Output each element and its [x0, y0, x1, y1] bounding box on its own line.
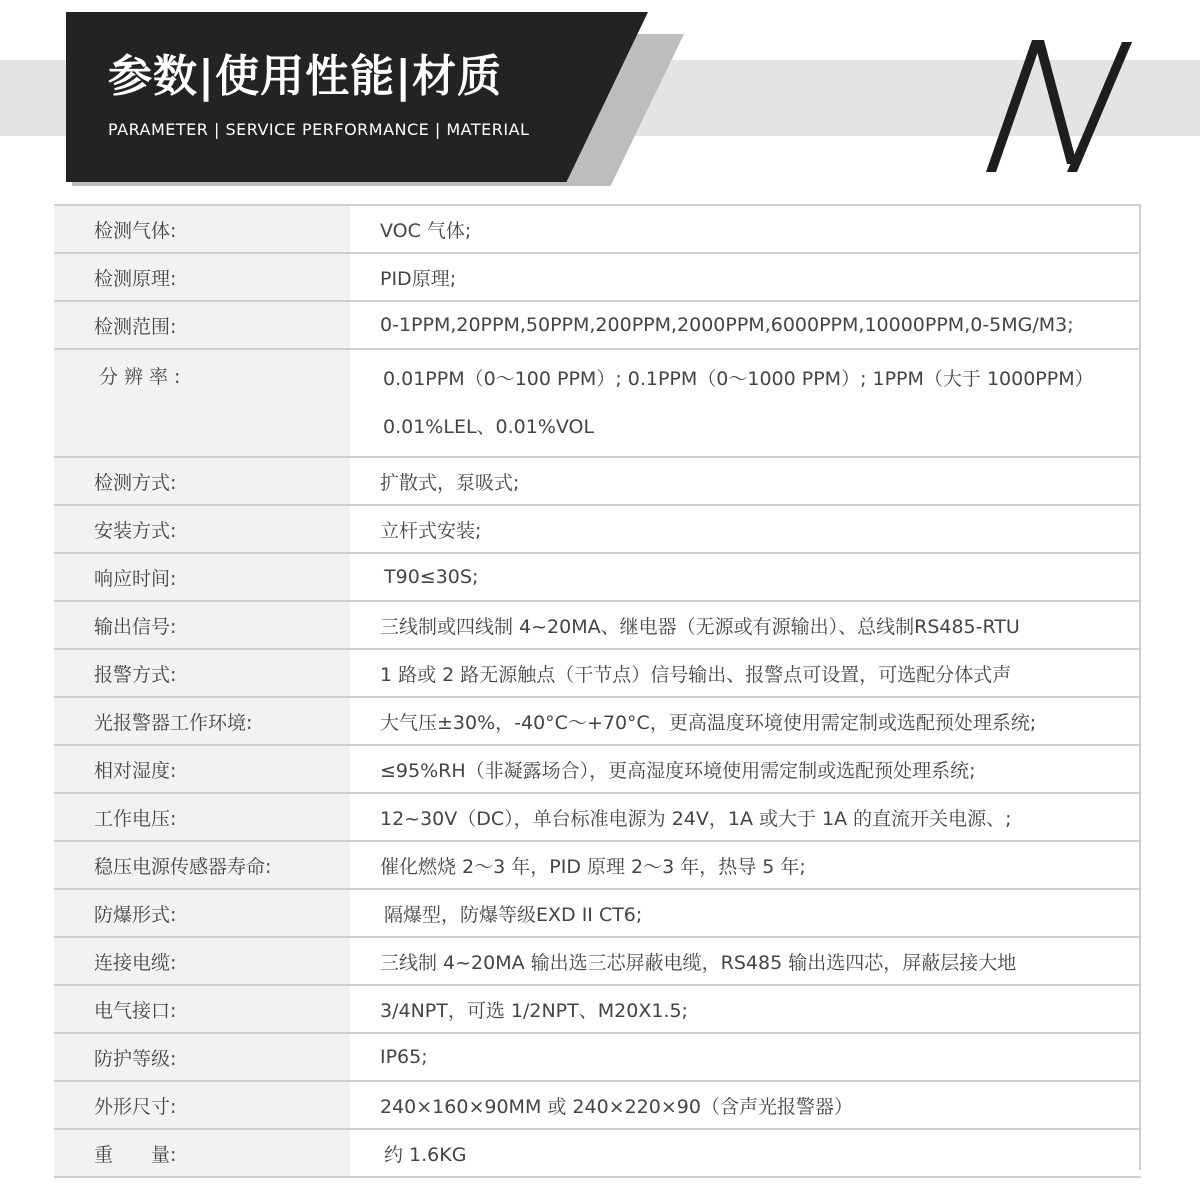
- row-label: 工作电压:: [54, 793, 350, 841]
- resolution-label: 分辨率:: [99, 366, 187, 388]
- row-value: 大气压±30%，-40°C～+70°C，更高温度环境使用需定制或选配预处理系统;: [350, 697, 1141, 745]
- table-row: [54, 205, 1141, 253]
- table-row: [54, 1033, 1141, 1081]
- table-row: [54, 697, 1141, 745]
- table-row: [54, 349, 1141, 457]
- row-value: VOC 气体;: [350, 205, 1141, 253]
- check-mark-logo-icon: [982, 36, 1142, 176]
- row-value: 3/4NPT，可选 1/2NPT、M20X1.5;: [350, 985, 1141, 1033]
- row-label: 报警方式:: [54, 649, 350, 697]
- row-label: 检测原理:: [54, 253, 350, 301]
- row-value: 扩散式，泵吸式;: [350, 457, 1141, 505]
- row-value: 催化燃烧 2～3 年，PID 原理 2～3 年，热导 5 年;: [350, 841, 1141, 889]
- row-value: [350, 349, 1141, 457]
- table-row: [54, 793, 1141, 841]
- table-row: [54, 649, 1141, 697]
- row-label: 电气接口:: [54, 985, 350, 1033]
- table-row: [54, 601, 1141, 649]
- row-label: 外形尺寸:: [54, 1081, 350, 1129]
- row-value: T90≤30S;: [350, 553, 1141, 601]
- row-value: IP65;: [350, 1033, 1141, 1081]
- row-value: 三线制或四线制 4~20MA、继电器（无源或有源输出）、总线制RS485-RTU: [350, 601, 1141, 649]
- row-label: 输出信号:: [54, 601, 350, 649]
- row-label: 连接电缆:: [54, 937, 350, 985]
- table-row: [54, 301, 1141, 349]
- table-row: [54, 889, 1141, 937]
- row-label: 防爆形式:: [54, 889, 350, 937]
- row-value: 0-1PPM,20PPM,50PPM,200PPM,2000PPM,6000PPM,10000PPM,0-5MG/M3;: [350, 301, 1141, 349]
- row-label: [54, 349, 350, 457]
- row-label: 防护等级:: [54, 1033, 350, 1081]
- page-title: 参数|使用性能|材质: [108, 51, 503, 102]
- spec-table: [54, 204, 1141, 1178]
- row-label: 光报警器工作环境:: [54, 697, 350, 745]
- row-label: 检测方式:: [54, 457, 350, 505]
- table-row: [54, 841, 1141, 889]
- row-label: 检测范围:: [54, 301, 350, 349]
- row-label: 响应时间:: [54, 553, 350, 601]
- table-row: [54, 1081, 1141, 1129]
- table-row: [54, 1129, 1141, 1177]
- row-value: 12~30V（DC），单台标准电源为 24V，1A 或大于 1A 的直流开关电源、;: [350, 793, 1141, 841]
- page-subtitle: PARAMETER | SERVICE PERFORMANCE | MATERIAL: [108, 120, 530, 139]
- table-right-border: [1139, 204, 1141, 1170]
- row-label: 稳压电源传感器寿命:: [54, 841, 350, 889]
- row-label: 相对湿度:: [54, 745, 350, 793]
- row-label: 安装方式:: [54, 505, 350, 553]
- table-row: [54, 985, 1141, 1033]
- row-value: 隔爆型，防爆等级EXD II CT6;: [350, 889, 1141, 937]
- row-value: 约 1.6KG: [350, 1129, 1141, 1177]
- table-row: [54, 937, 1141, 985]
- table-row: [54, 553, 1141, 601]
- row-value: 立杆式安装;: [350, 505, 1141, 553]
- row-value: 1 路或 2 路无源触点（干节点）信号输出、报警点可设置，可选配分体式声: [350, 649, 1141, 697]
- row-label: 检测气体:: [54, 205, 350, 253]
- table-row: [54, 745, 1141, 793]
- row-value: 240×160×90MM 或 240×220×90（含声光报警器）: [350, 1081, 1141, 1129]
- row-label: 重 量:: [54, 1129, 350, 1177]
- row-value: 三线制 4~20MA 输出选三芯屏蔽电缆，RS485 输出选四芯，屏蔽层接大地: [350, 937, 1141, 985]
- row-value: PID原理;: [350, 253, 1141, 301]
- row-value: ≤95%RH（非凝露场合），更高湿度环境使用需定制或选配预处理系统;: [350, 745, 1141, 793]
- table-row: [54, 457, 1141, 505]
- table-row: [54, 253, 1141, 301]
- table-row: [54, 505, 1141, 553]
- resolution-line-2: 0.01%LEL、0.01%VOL: [383, 416, 595, 438]
- resolution-line-1: 0.01PPM（0～100 PPM）; 0.1PPM（0～1000 PPM）; 1PPM（大于 1000PPM）: [383, 368, 1094, 390]
